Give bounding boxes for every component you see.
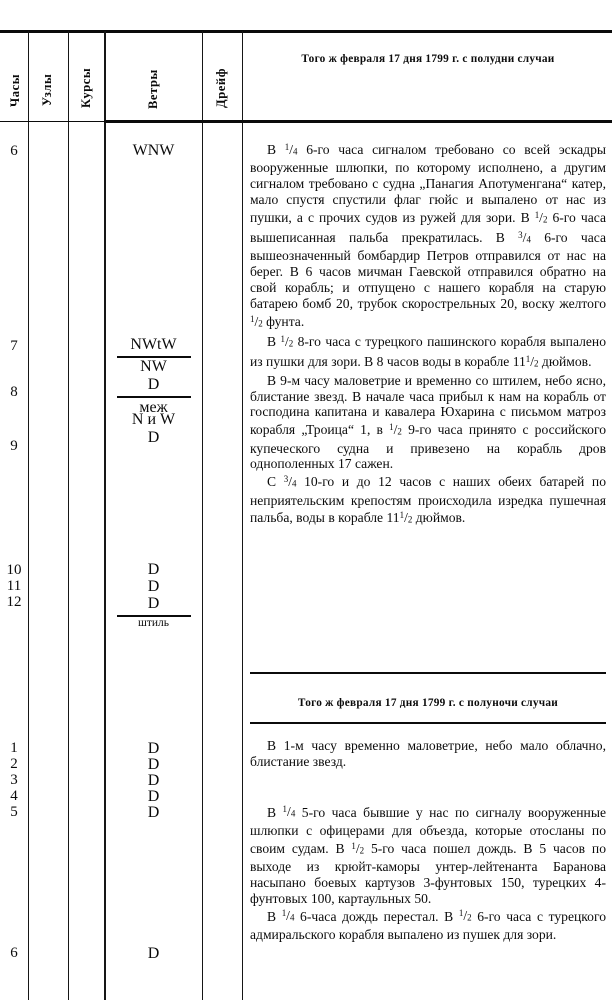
hour-cell: 2 [10, 756, 18, 772]
hour-cell: 11 [6, 578, 22, 594]
wind-cell: N и W [131, 411, 176, 428]
column-header-drift: Дрейф [214, 68, 228, 108]
event-paragraph: В $^1/_2$ 8-го часа с турецкого пашинского корабля выпалено из пушки для зори. В 8 часов воды в корабле $11^1/_2$ дюймов. [250, 333, 606, 370]
wind-cell: D [147, 804, 160, 821]
section-divider-rule-upper [250, 672, 606, 674]
column-header-knots: Узлы [40, 73, 54, 107]
hour-cell: 1 [10, 740, 18, 756]
hour-cell: 4 [10, 788, 18, 804]
hour-cell: 6 [10, 945, 18, 961]
col-sep-courses-winds [104, 31, 106, 1000]
wind-divider-rule [117, 396, 191, 398]
wind-cell: D [147, 788, 160, 805]
header-bottom-rule-right [104, 120, 612, 123]
events-text-afternoon [250, 140, 606, 529]
header-bottom-rule-left [0, 121, 104, 122]
event-paragraph: В 1-м часу временно маловетрие, небо мало облачно, блистание звезд. [250, 738, 606, 769]
col-sep-winds-drift [202, 31, 203, 1000]
hour-cell: 6 [10, 143, 18, 159]
wind-cell: штиль [137, 617, 170, 629]
event-paragraph: В $^1/_4$ 5-го часа бывшие у нас по сигналу вооруженные шлюпки с офицерами для объезда, которые отосланы по своим судам. В $^1/_2$ 5-го часа пошел дождь. В 5 часов по выходе из крюйт-каморы унтер-лейтенанта Баранова насыпано боевых картузов 3-фунтовых 150, турецких 4-фунтовых 100, картаульных 50. [250, 804, 606, 906]
hour-cell: 9 [10, 438, 18, 454]
section-caption-afternoon: Того ж февраля 17 дня 1799 г. с полудни случаи [301, 53, 555, 65]
wind-cell: D [147, 756, 160, 773]
hour-cell: 5 [10, 804, 18, 820]
wind-cell: WNW [132, 142, 175, 159]
hour-cell: 10 [6, 562, 22, 578]
col-sep-knots-courses [68, 31, 69, 1000]
event-paragraph: С $^3/_4$ 10-го и до 12 часов с наших обеих батарей по неприятельским крепостям происходила изредка пушечная пальба, воды в корабле $11^1/_2$ дюймов. [250, 474, 607, 526]
wind-cell: меж [139, 399, 168, 416]
col-sep-hours-knots [28, 31, 29, 1000]
hour-cell: 3 [10, 772, 18, 788]
wind-cell: D [147, 429, 160, 446]
hour-cell: 7 [10, 338, 18, 354]
column-header-courses: Курсы [79, 67, 93, 109]
wind-cell: D [147, 772, 160, 789]
wind-cell: D [147, 595, 160, 612]
events-text-midnight [250, 738, 606, 943]
wind-cell: NWtW [130, 336, 177, 353]
section-divider-rule-lower [250, 722, 606, 724]
section-caption-midnight: Того ж февраля 17 дня 1799 г. с полуночи случаи [297, 697, 559, 709]
table-top-border [0, 30, 612, 33]
wind-cell: D [147, 376, 160, 393]
hour-cell: 8 [10, 384, 18, 400]
wind-cell: D [147, 561, 160, 578]
wind-cell: D [147, 740, 160, 757]
event-paragraph: В $^1/_4$ 6-го часа сигналом требовано со всей эскадры вооруженные шлюпки, по которому исполнено, а другим сигналом требовано с судна „Панагия Апотуменгана“ катер, мало спустя спустили флаг гюйс и выпалено от нас из пушки, а с прочих судов из ружей для зори. В $^1/_2$ 6-го часа вышеписанная пальба прекратилась. В $^3/_4$ 6-го часа вышеозначенный бомбардир Петров отправился от нас на берег. В 6 часов мичман Гаевской отправился обратно на свой корабль; и отпущено с нашего корабля на старую батарею бомб 20, трубок скорострельных 20, воску желтого $^1/_2$ фунта. [250, 141, 606, 329]
column-header-hours: Часы [8, 73, 22, 107]
col-sep-drift-events [242, 31, 243, 1000]
event-paragraph: В 9-м часу маловетрие и временно со штилем, небо ясно, блистание звезд. В начале часа прибыл к нам на корабль от господина капитана и кавалера Юхарина с письмом матроз корабля „Троица“ 1, в $^1/_2$ 9-го часа принято с российского купеческого судна и привезено на корабль дров однополенных 17 сажен. [250, 372, 607, 472]
wind-cell: D [147, 578, 160, 595]
event-paragraph: В $^1/_4$ 6-часа дождь перестал. В $^1/_2$ 6-го часа с турецкого адмиральского корабля выпалено из пушек для зори. [250, 908, 607, 942]
column-header-winds: Ветры [146, 69, 160, 109]
hour-cell: 12 [6, 594, 22, 610]
wind-cell: NW [140, 358, 167, 375]
wind-cell: D [147, 945, 160, 962]
